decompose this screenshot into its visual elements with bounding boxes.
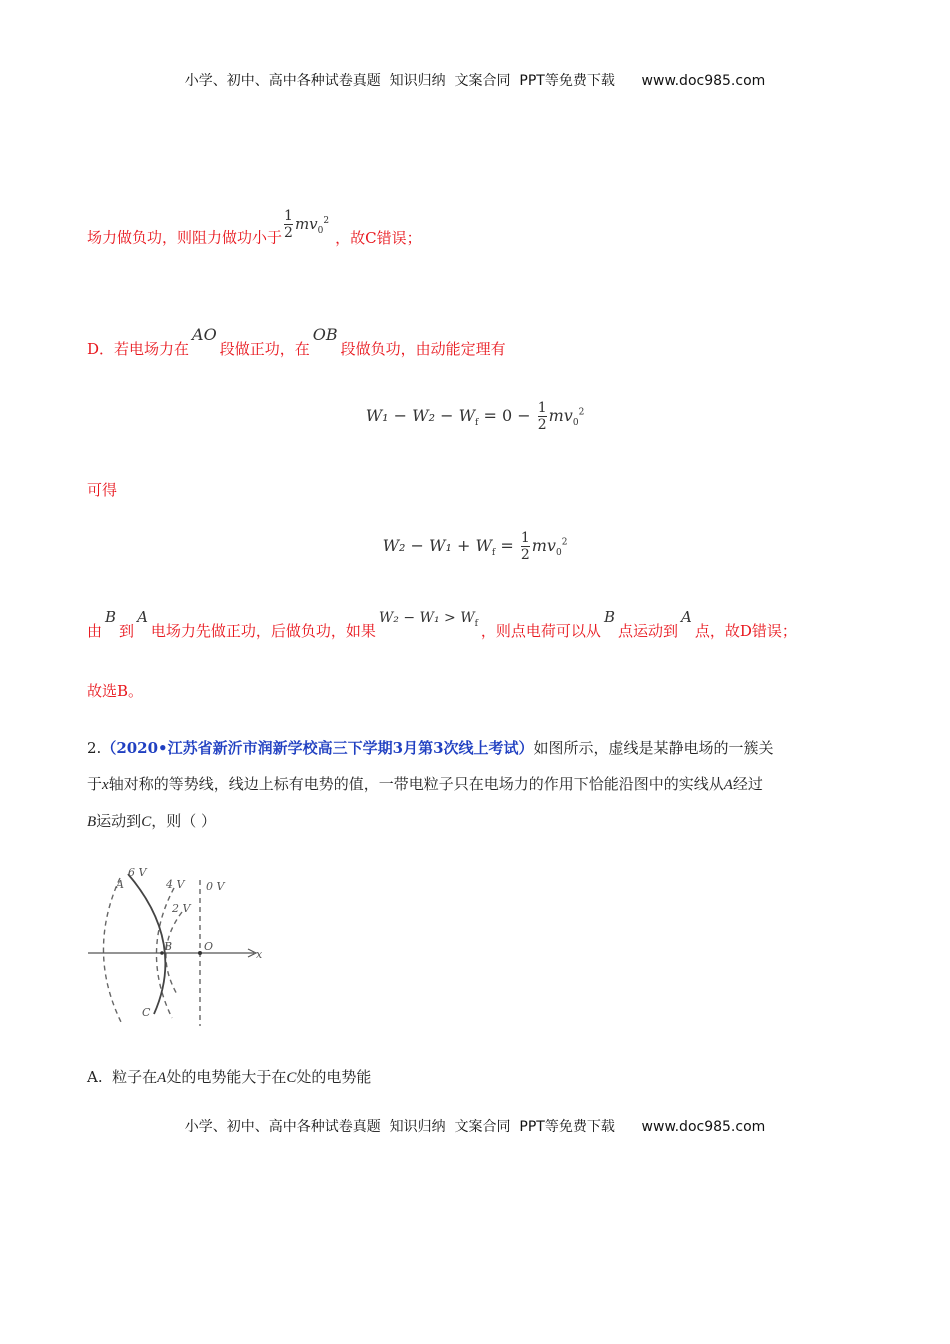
segment-ao: AO: [192, 325, 217, 344]
option-prefix: A.: [87, 1068, 103, 1086]
fraction: [284, 208, 293, 241]
sup-2: 2: [578, 407, 585, 418]
sub-0: 0: [555, 548, 562, 559]
math-expr: [531, 536, 568, 559]
label-c: C: [142, 1006, 151, 1019]
solution-line-c: [87, 208, 422, 255]
question-source: （2020•江苏省新沂市润新学校高三下学期3月第3次线上考试）: [101, 739, 534, 757]
denominator: 2: [520, 547, 530, 563]
var-c: C: [286, 1070, 297, 1086]
denominator: 2: [284, 225, 293, 241]
text: 段做正功，在: [219, 340, 310, 358]
var-b: B: [87, 814, 97, 830]
denominator: 2: [537, 417, 547, 433]
question-line-2: [87, 766, 867, 803]
equipotential-6v: [103, 878, 122, 1024]
var-c: C: [141, 814, 152, 830]
point-a: A: [137, 608, 148, 626]
text: 到: [119, 622, 135, 640]
label-6v: 6 V: [128, 866, 147, 879]
question-line-3: [87, 803, 867, 840]
text: 经过: [732, 775, 763, 793]
equals: = 0 −: [478, 406, 536, 425]
text: 粒子在: [112, 1068, 158, 1086]
numerator: 1: [284, 208, 293, 224]
origin-point: [198, 951, 202, 955]
sup-2: 2: [323, 215, 330, 226]
math-lhs: [365, 406, 479, 429]
sub-f: f: [474, 618, 478, 629]
label-2v: 2 V: [172, 902, 191, 915]
text: 点，故D错误；: [694, 622, 797, 640]
point-b: B: [603, 608, 615, 626]
label-x: x: [256, 948, 263, 961]
question-2: [87, 730, 867, 840]
text: 如图所示，虚线是某静电场的一簇关: [533, 739, 774, 757]
label-b: B: [164, 940, 173, 953]
var-a: A: [723, 777, 733, 793]
cond: W₂ − W₁ > W: [378, 610, 475, 626]
text: 处的电势能: [296, 1068, 372, 1086]
var-x: x: [102, 777, 109, 793]
point-b: B: [105, 608, 117, 626]
text: ，故C错误；: [335, 228, 422, 247]
question-line-1: [87, 730, 867, 766]
text: 点运动到: [617, 622, 678, 640]
trajectory: [128, 874, 165, 1014]
fraction: [538, 400, 547, 433]
math-lhs: [382, 536, 496, 559]
solution-line-conclusion: [87, 608, 797, 643]
lhs: W₁ − W₂ − W: [365, 406, 476, 425]
equation-1: [0, 400, 950, 433]
sub-f: f: [475, 418, 479, 429]
text: ，则点电荷可以从: [480, 622, 601, 640]
text: ，则（ ）: [151, 812, 216, 830]
equipotential-figure: [82, 860, 272, 1030]
label-o: O: [204, 940, 214, 953]
expr-mv: mv: [531, 536, 556, 555]
point-a: A: [680, 608, 692, 626]
math-expr: [548, 406, 585, 429]
math-condition: [378, 610, 478, 629]
fraction: [521, 530, 530, 563]
text: 轴对称的等势线，线边上标有电势的值，一带电粒子只在电场力的作用下恰能沿图中的实线从: [108, 775, 724, 793]
text: D．若电场力在: [87, 340, 190, 358]
var-a: A: [157, 1070, 167, 1086]
sup-2: 2: [561, 537, 568, 548]
sub-f: f: [491, 548, 496, 559]
text: 处的电势能大于在: [166, 1068, 287, 1086]
text: 场力做负功，则阻力做功小于: [87, 228, 283, 247]
option-a: [87, 1066, 371, 1087]
equipotential-2v: [166, 912, 182, 996]
solution-answer: 故选B。: [87, 682, 144, 700]
label-4v: 4 V: [166, 878, 185, 891]
segment-ob: OB: [312, 325, 338, 344]
expr-mv: mv: [294, 214, 318, 233]
text: 运动到: [96, 812, 142, 830]
text: 于: [87, 775, 103, 793]
equation-2: [0, 530, 950, 563]
numerator: 1: [537, 400, 547, 416]
text: 段做负功，由动能定理有: [340, 340, 506, 358]
question-number: 2.: [87, 739, 102, 757]
lhs: W₂ − W₁ + W: [382, 536, 492, 555]
numerator: 1: [520, 530, 530, 546]
text: 由: [87, 622, 103, 640]
sub-0: 0: [317, 225, 324, 236]
label-a: A: [116, 878, 124, 891]
equals: =: [495, 536, 519, 555]
page-header: 小学、初中、高中各种试卷真题 知识归纳 文案合同 PPT等免费下载 www.doc985.com: [184, 73, 766, 89]
sub-0: 0: [572, 418, 579, 429]
solution-line-d: [87, 325, 506, 359]
solution-line-derive: 可得: [87, 481, 118, 499]
page-footer: 小学、初中、高中各种试卷真题 知识归纳 文案合同 PPT等免费下载 www.doc985.com: [184, 1119, 766, 1135]
expr-mv: mv: [548, 406, 573, 425]
text: 电场力先做正功，后做负功，如果: [150, 622, 376, 640]
math-expr: [294, 214, 330, 236]
label-0v: 0 V: [206, 880, 225, 893]
